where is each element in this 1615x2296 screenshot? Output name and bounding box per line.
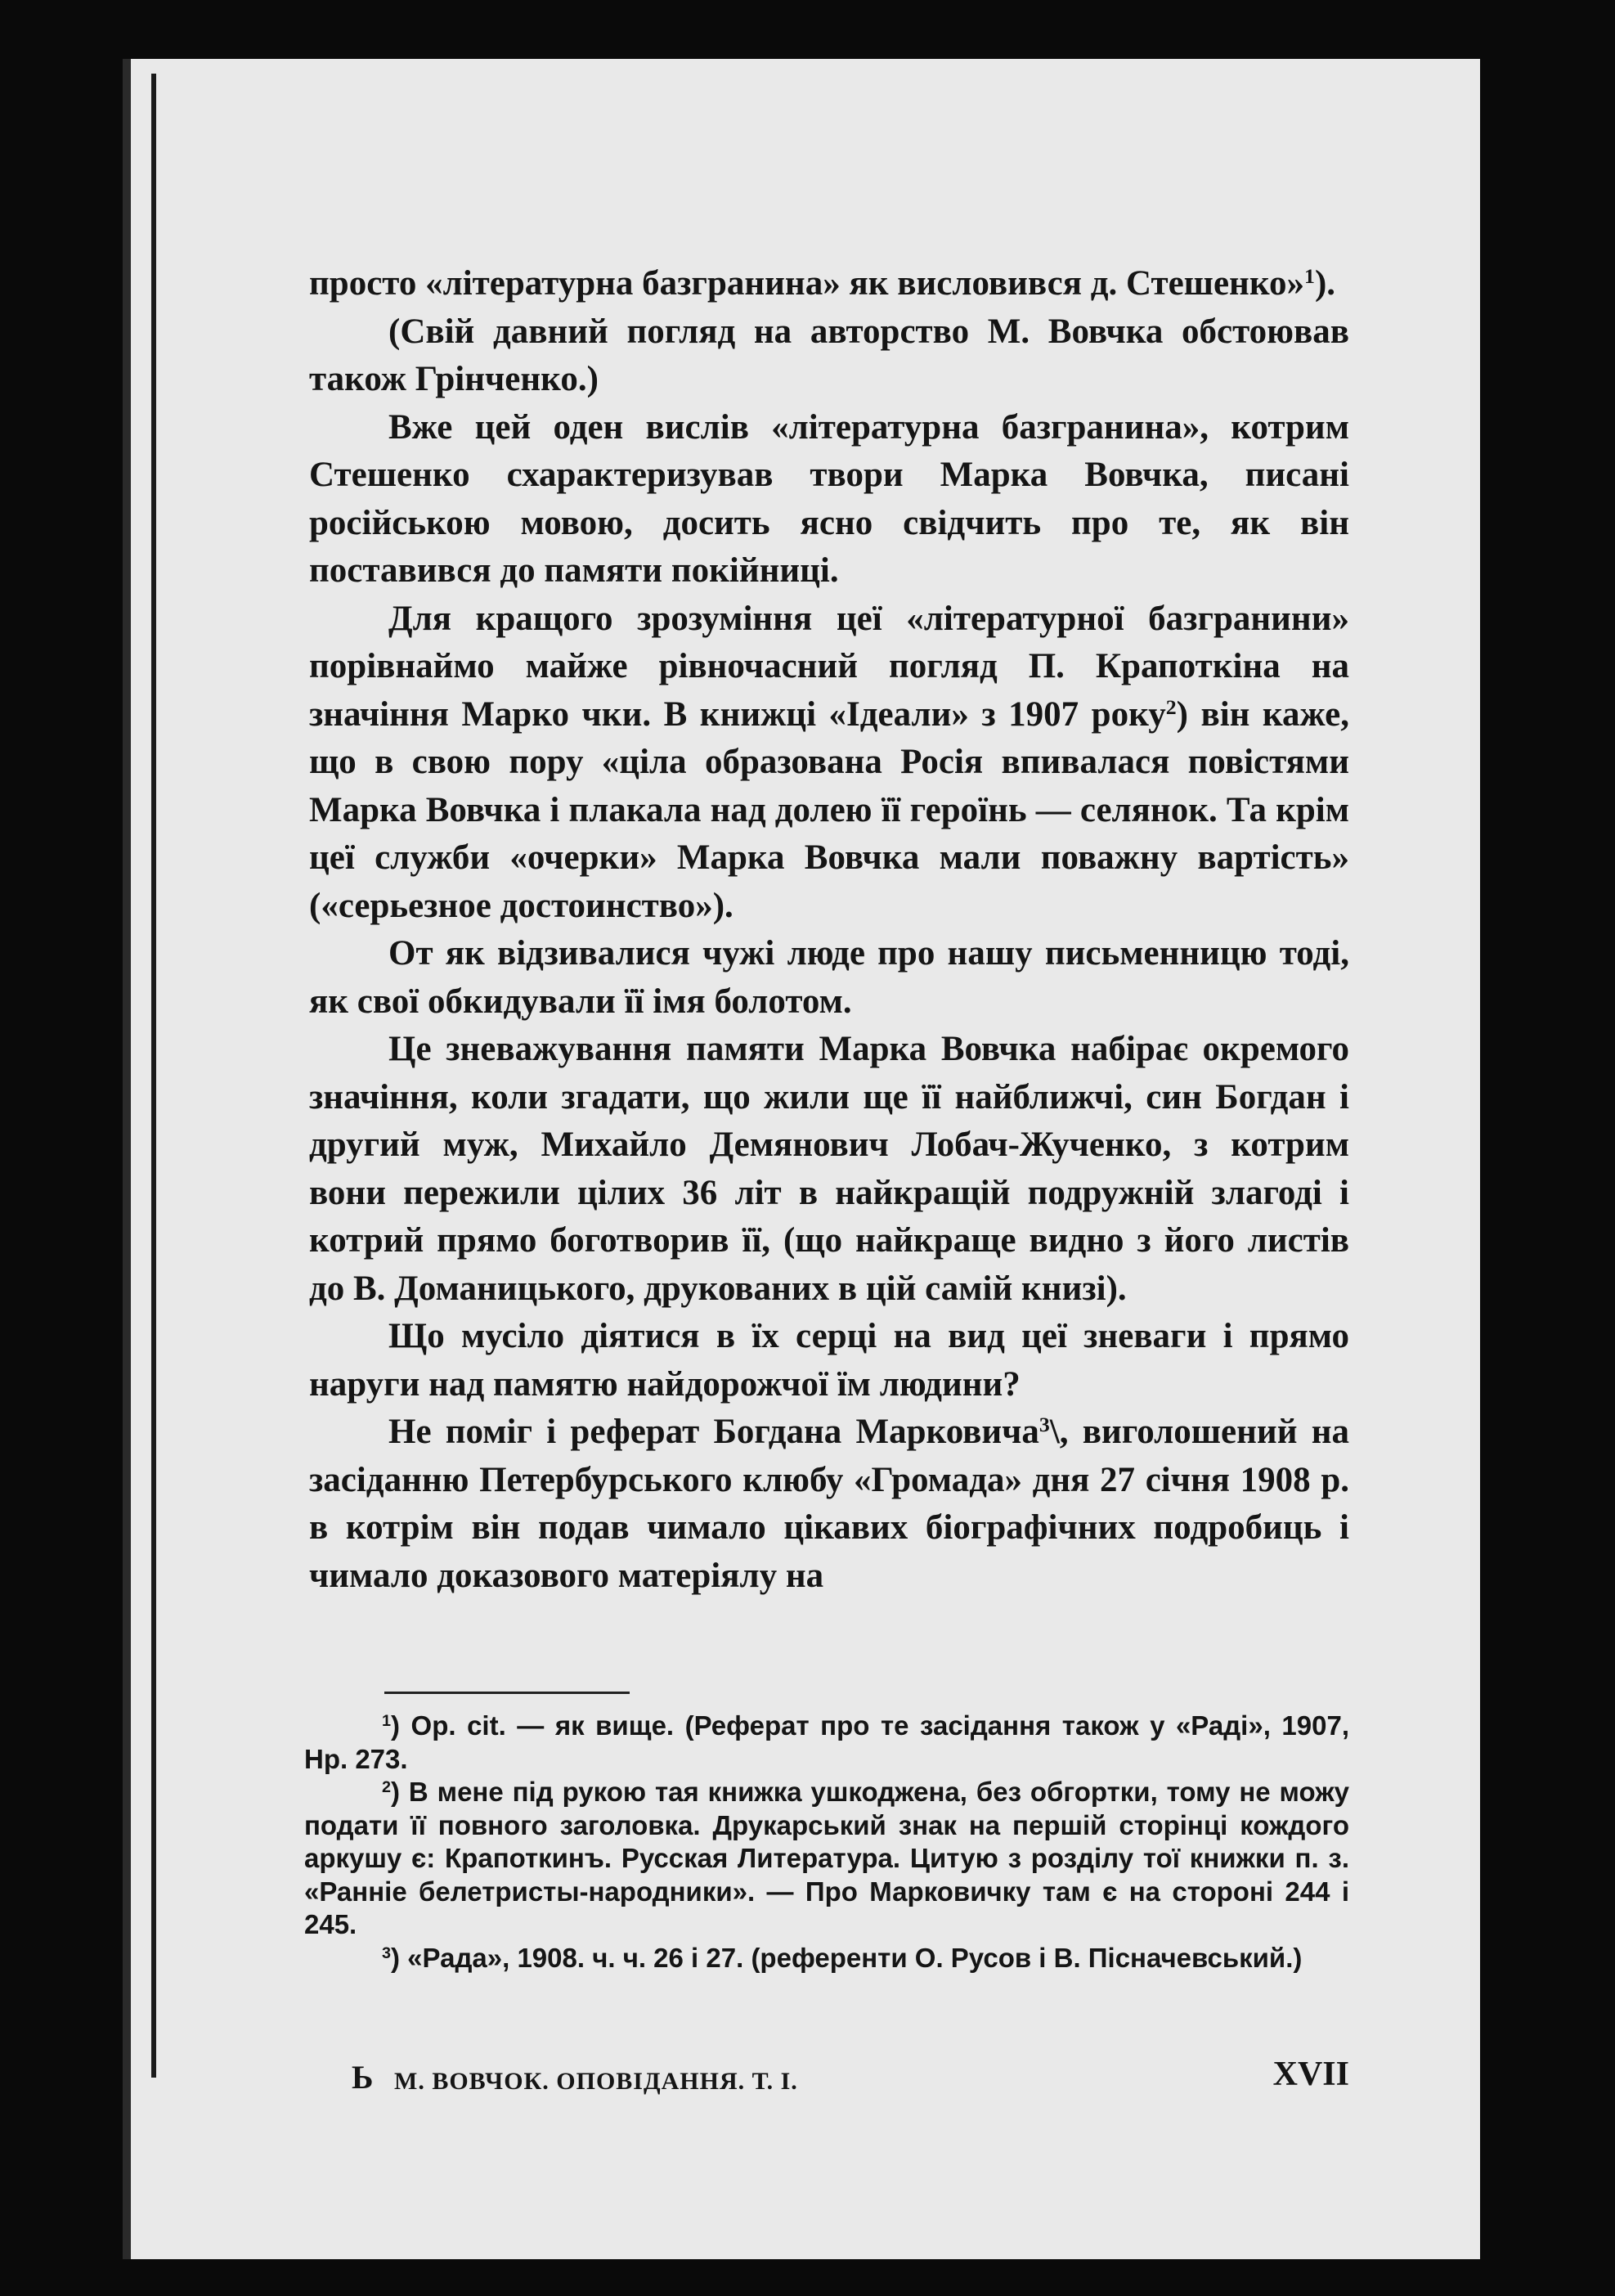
paragraph-5: От як відзивалися чужі люде про нашу письменницю тоді, як свої обкидували її імя болотом. [309, 934, 1349, 1021]
main-text [309, 260, 1349, 1600]
footnotes [304, 1710, 1349, 1975]
paragraph-7: Що мусіло діятися в їх серці на вид цеї зневаги і прямо наруги над памятю найдорожчої їм людини? [309, 1317, 1349, 1404]
paragraph-3: Вже цей оден вислів «літературна базгранина», котрим Стешенко схарактеризував твори Марка Вовчка, писані російською мовою, досить ясно свідчить про те, як він поставився до памяти покійниці. [309, 407, 1349, 590]
page-number: XVII [1272, 2056, 1349, 2093]
footnote-1: $^1$) Op. cit. — як вище. (Реферат про те засідання також у «Раді», 1907, Нр. 273. [304, 1710, 1349, 1774]
footnote-ref-3: 3 [1039, 1412, 1050, 1436]
paragraph-4: Для кращого зрозуміння цеї «літературної базгранини» порівнаймо майже рівночасний погляд П. Крапоткіна на значіння Марко чки. В книжці «Ідеали» з 1907 року$^2$) він каже, що в свою пору «ціла образована Росія впивалася повістями Марка Вовчка і плакала над долею її героїнь — селянок. Та крім цеї служби «очерки» Марка Вовчка мали поважну вартість» («серьезное достоинство»). [309, 599, 1349, 925]
paragraph-8: Не поміг і реферат Богдана Марковича$^3$\, виголошений на засіданню Петербурського клюбу «Громада» дня 27 січня 1908 р. в котрім він подав чимало цікавих біографічних подробиць і чимало доказового матеріялу на [309, 1412, 1349, 1595]
paragraph-2: (Свій давний погляд на авторство М. Вовчка обстоював також Грінченко.) [309, 312, 1349, 398]
footnote-ref-2: 2 [1165, 694, 1177, 719]
footnote-2: $^2$) В мене під рукою тая книжка ушкоджена, без обгортки, тому не можу подати її повного заголовка. Друкарський знак на першій сторінці кождого аркушу є: Крапоткинъ. Русская Литература. Цитую з розділу тої книжки п. з. «Ранніе белетристы-народники». — Про Марковичку там є на стороні 244 і 245. [304, 1777, 1349, 1939]
signature-mark: Ь [352, 2059, 374, 2096]
footnote-ref-1: 1 [1304, 263, 1315, 288]
running-title: М. ВОВЧОК. ОПОВІДАННЯ. Т. І. [394, 2068, 798, 2095]
page-edge-shadow [151, 74, 156, 2078]
paragraph-6: Це зневажування памяти Марка Вовчка набірає окремого значіння, коли згадати, що жили ще її найближчі, син Богдан і другий муж, Михайло Демянович Лобач-Жученко, з котрим вони пережили цілих 36 літ в найкращій подружній злагоді і котрий прямо боготворив її, (що найкраще видно з його листів до В. Доманицького, друкованих в цій самій книзі). [309, 1030, 1349, 1308]
paragraph-1: просто «літературна базгранина» як висловився д. Стешенко»$^1$). [309, 263, 1336, 303]
footnote-3: $^3$) «Рада», 1908. ч. ч. 26 і 27. (референти О. Русов і В. Пісначевський.) [382, 1942, 1303, 1973]
footnote-separator [384, 1692, 630, 1694]
